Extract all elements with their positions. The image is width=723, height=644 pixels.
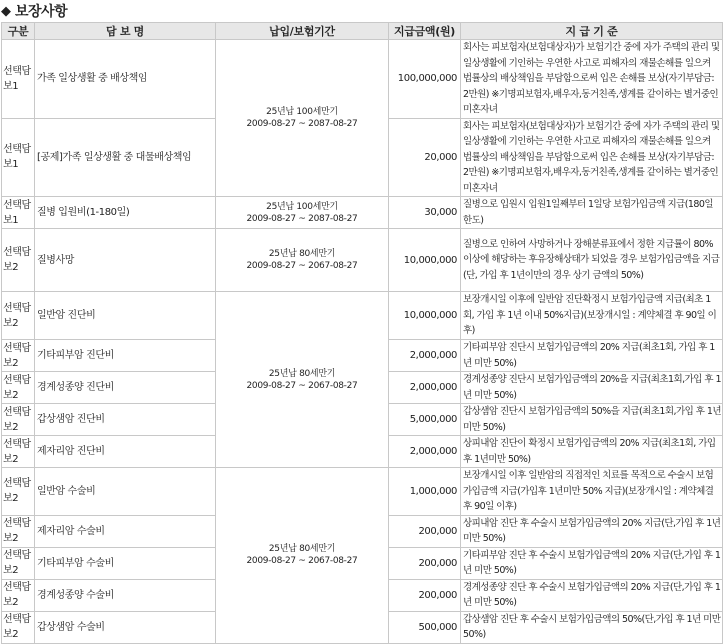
table-header-row [2, 23, 723, 40]
header-type: 구분 [2, 23, 35, 40]
row-standard: 경계성종양 진단 후 수술시 보험가입금액의 20% 지급(단,가입 후 1년 미만 50%) [461, 579, 723, 611]
row-amount: 500,000 [389, 611, 461, 643]
section-title: 보장사항 [15, 4, 68, 20]
row-type: 선택담보2 [2, 436, 35, 468]
row-type: 선택담보1 [2, 197, 35, 229]
row-type: 선택담보2 [2, 468, 35, 516]
row-period: 25년납 80세만기 2009-08-27 ~ 2067-08-27 [216, 468, 389, 644]
row-type: 선택담보2 [2, 292, 35, 340]
row-period: 25년납 80세만기 2009-08-27 ~ 2067-08-27 [216, 229, 389, 292]
row-standard: 갑상샘암 진단시 보험가입금액의 50%을 지급(최초1회,가입 후 1년 미만 50%) [461, 404, 723, 436]
table-row [2, 468, 723, 516]
row-type: 선택담보2 [2, 372, 35, 404]
row-amount: 200,000 [389, 515, 461, 547]
row-standard: 보장개시일 이후 일반암의 직접적인 치료를 목적으로 수술시 보험가입금액 지급(가입후 1년미만 50% 지급)(보장개시일 : 계약체결 후 90일 이후) [461, 468, 723, 516]
row-coverage-name: 질병사망 [35, 229, 216, 292]
row-period: 25년납 100세만기 2009-08-27 ~ 2087-08-27 [216, 40, 389, 197]
row-amount: 200,000 [389, 547, 461, 579]
row-standard: 보장개시일 이후에 일반암 진단확정시 보험가입금액 지급(최초 1회, 가입 후 1년 이내 50%지급)(보장개시일 : 계약체결 후 90일 이후) [461, 292, 723, 340]
row-standard: 기타피부암 진단시 보험가입금액의 20% 지급(최초1회, 가입 후 1년 미만 50%) [461, 340, 723, 372]
row-coverage-name: 기타피부암 수술비 [35, 547, 216, 579]
row-coverage-name: 제자리암 수술비 [35, 515, 216, 547]
table-row [2, 197, 723, 229]
row-type: 선택담보2 [2, 340, 35, 372]
row-period: 25년납 80세만기 2009-08-27 ~ 2067-08-27 [216, 292, 389, 468]
row-amount: 2,000,000 [389, 340, 461, 372]
row-coverage-name: [공제]가족 일상생활 중 대물배상책임 [35, 118, 216, 197]
row-standard: 회사는 피보험자(보험대상자)가 보험기간 중에 자가 주택의 관리 및 일상생활에 기인하는 우연한 사고로 피해자의 재물손해를 일으켜 법률상의 배상책임을 부담함으로써 입은 손해를 보상(자기부담금: 2만원) ※기명피보험자,배우자,동거친족,생계를 같이하는 별거중인 미혼자녀 [461, 118, 723, 197]
row-amount: 10,000,000 [389, 229, 461, 292]
header-period: 납입/보험기간 [216, 23, 389, 40]
row-type: 선택담보2 [2, 547, 35, 579]
row-standard: 질병으로 입원시 입원1일째부터 1일당 보험가입금액 지급(180일 한도) [461, 197, 723, 229]
header-amount: 지급금액(원) [389, 23, 461, 40]
row-amount: 2,000,000 [389, 436, 461, 468]
section-header [0, 0, 723, 22]
row-amount: 30,000 [389, 197, 461, 229]
row-coverage-name: 갑상샘암 수술비 [35, 611, 216, 643]
row-amount: 1,000,000 [389, 468, 461, 516]
row-type: 선택담보2 [2, 515, 35, 547]
row-coverage-name: 제자리암 진단비 [35, 436, 216, 468]
row-standard: 회사는 피보험자(보험대상자)가 보험기간 중에 자가 주택의 관리 및 일상생활에 기인하는 우연한 사고로 피해자의 재물손해를 일으켜 법률상의 배상책임을 부담함으로써 입은 손해를 보상(자기부담금: 2만원) ※기명피보험자,배우자,동거친족,생계를 같이하는 별거중인 미혼자녀 [461, 40, 723, 119]
diamond-icon: ◆ [1, 3, 11, 19]
header-coverage-name: 담 보 명 [35, 23, 216, 40]
row-amount: 5,000,000 [389, 404, 461, 436]
table-row [2, 229, 723, 292]
row-amount: 200,000 [389, 579, 461, 611]
row-amount: 100,000,000 [389, 40, 461, 119]
row-coverage-name: 기타피부암 진단비 [35, 340, 216, 372]
row-type: 선택담보2 [2, 404, 35, 436]
table-row [2, 40, 723, 119]
row-amount: 10,000,000 [389, 292, 461, 340]
table-row [2, 292, 723, 340]
row-type: 선택담보2 [2, 611, 35, 643]
row-standard: 상피내암 진단 후 수술시 보험가입금액의 20% 지급(단,가입 후 1년 미만 50%) [461, 515, 723, 547]
row-type: 선택담보2 [2, 579, 35, 611]
row-amount: 20,000 [389, 118, 461, 197]
row-coverage-name: 일반암 수술비 [35, 468, 216, 516]
row-coverage-name: 경계성종양 수술비 [35, 579, 216, 611]
row-standard: 기타피부암 진단 후 수술시 보험가입금액의 20% 지급(단,가입 후 1년 미만 50%) [461, 547, 723, 579]
row-coverage-name: 일반암 진단비 [35, 292, 216, 340]
row-coverage-name: 갑상샘암 진단비 [35, 404, 216, 436]
row-type: 선택담보1 [2, 118, 35, 197]
coverage-table [1, 22, 723, 644]
header-standard: 지 급 기 준 [461, 23, 723, 40]
row-period: 25년납 100세만기 2009-08-27 ~ 2087-08-27 [216, 197, 389, 229]
row-coverage-name: 경계성종양 진단비 [35, 372, 216, 404]
row-coverage-name: 질병 입원비(1-180일) [35, 197, 216, 229]
row-type: 선택담보1 [2, 40, 35, 119]
row-standard: 갑상샘암 진단 후 수술시 보험가입금액의 50%(단,가입 후 1년 미만 50%) [461, 611, 723, 643]
row-standard: 경계성종양 진단시 보험가입금액의 20%을 지급(최초1회,가입 후 1년 미만 50%) [461, 372, 723, 404]
row-amount: 2,000,000 [389, 372, 461, 404]
row-type: 선택담보2 [2, 229, 35, 292]
row-coverage-name: 가족 일상생활 중 배상책임 [35, 40, 216, 119]
row-standard: 질병으로 인하여 사망하거나 장해분류표에서 정한 지급률이 80%이상에 해당하는 후유장해상태가 되었을 경우 보험가입금액을 지급(단, 가입 후 1년이만의 경우 상기 금액의 50%) [461, 229, 723, 292]
row-standard: 상피내암 진단이 확정시 보험가입금액의 20% 지급(최초1회, 가입후 1년미만 50%) [461, 436, 723, 468]
